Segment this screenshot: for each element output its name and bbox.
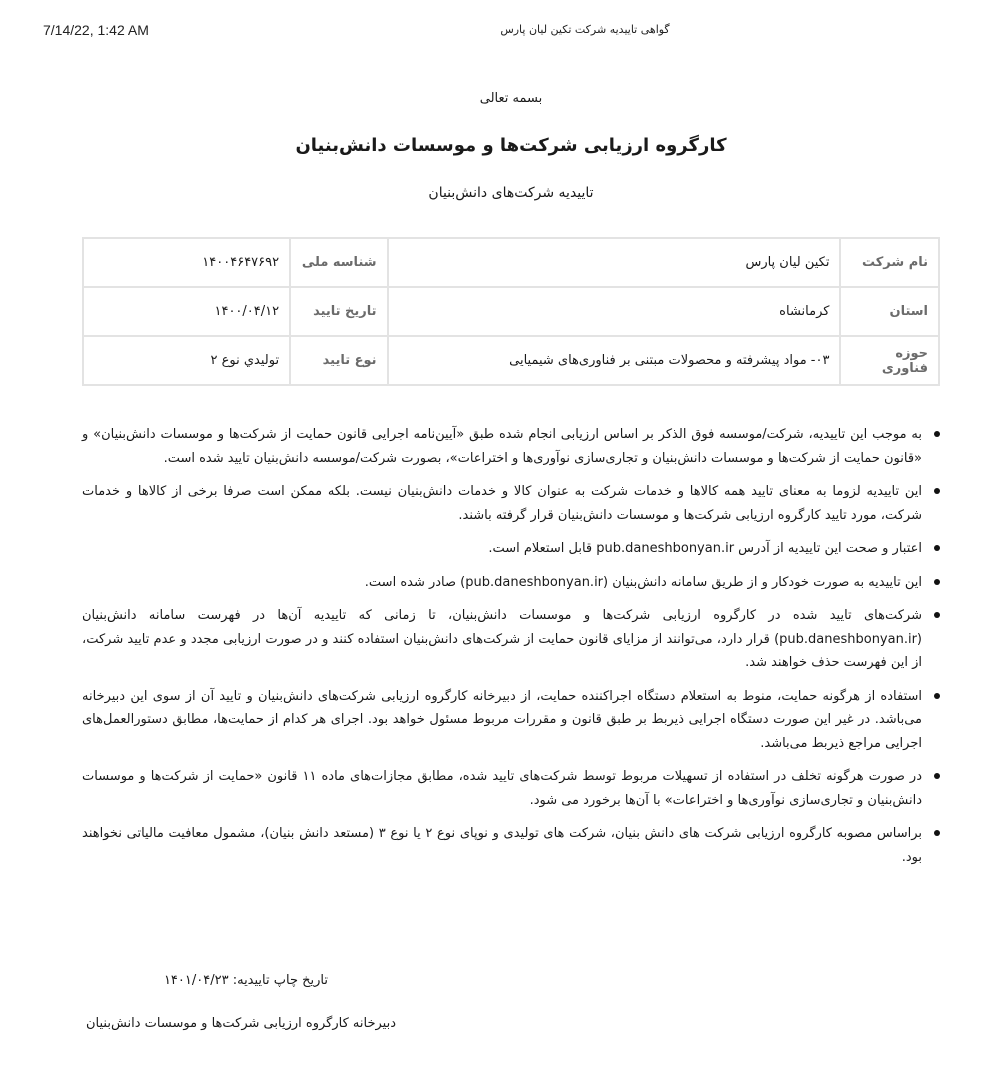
list-item: در صورت هرگونه تخلف در استفاده از تسهیلات مربوط توسط شرکت‌های تایید شده، مطابق مجازات‌های ماده ۱۱ قانون «حمایت از شرکت‌ها و موسسات دانش‌بنیان و تجاری‌سازی نوآوری‌ها و اختراعات» با آن‌ها برخورد می شود. xyxy=(82,765,940,812)
approval-type-label: نوع تایید xyxy=(290,336,387,385)
table-row xyxy=(83,336,939,385)
print-document-title: گواهی تاییدیه شرکت تکین لیان پارس xyxy=(500,23,670,36)
company-info-table xyxy=(82,237,940,386)
national-id-label: شناسه ملی xyxy=(290,238,387,287)
company-name-value: تکین لیان پارس xyxy=(388,238,841,287)
print-date-line xyxy=(128,973,328,988)
province-label: استان xyxy=(840,287,939,336)
table-row xyxy=(83,287,939,336)
print-datetime: 7/14/22, 1:42 AM xyxy=(43,22,149,38)
list-item: شرکت‌های تایید شده در کارگروه ارزیابی شرکت‌ها و موسسات دانش‌بنیان، تا زمانی که تاییدیه آن‌ها در فهرست سامانه دانش‌بنیان (pub.daneshbonyan.ir) قرار دارد، می‌توانند از مزایای قانون حمایت از شرکت‌های دانش‌بنیان استفاده کنند و در صورت ارزیابی مجدد و عدم تایید شرکت، از این فهرست حذف خواهند شد. xyxy=(82,604,940,675)
list-item: اعتبار و صحت این تاییدیه از آدرس pub.daneshbonyan.ir قابل استعلام است. xyxy=(82,537,940,561)
page-subtitle: تاییدیه شرکت‌های دانش‌بنیان xyxy=(428,185,594,201)
table-row xyxy=(83,238,939,287)
list-item: براساس مصوبه کارگروه ارزیابی شرکت های دانش بنیان، شرکت های تولیدی و نوپای نوع ۲ یا نوع ۳ (مستعد دانش بنیان)، مشمول معافیت مالیاتی نخواهند بود. xyxy=(82,822,940,869)
print-date-value: ۱۴۰۱/۰۴/۲۳ xyxy=(163,973,229,988)
secretariat-signature: دبیرخانه کارگروه ارزیابی شرکت‌ها و موسسات دانش‌بنیان xyxy=(85,1016,396,1031)
list-item: این تاییدیه به صورت خودکار و از طریق سامانه دانش‌بنیان (pub.daneshbonyan.ir) صادر شده است. xyxy=(82,571,940,595)
province-value: کرمانشاه xyxy=(388,287,841,336)
approval-type-value: توليدي نوع ۲ xyxy=(83,336,290,385)
list-item: به موجب این تاییدیه، شرکت/موسسه فوق الذکر بر اساس ارزیابی انجام شده طبق «آیین‌نامه اجرایی قانون حمایت از شرکت‌ها و موسسات دانش‌بنیان» و «قانون حمایت از شرکت‌ها و موسسات دانش‌بنیان و تجاری‌سازی نوآوری‌ها و اختراعات»، بصورت شرکت/موسسه دانش‌بنیان تایید شده است. xyxy=(82,423,940,470)
approval-date-label: تاریخ تایید xyxy=(290,287,387,336)
print-header xyxy=(0,22,1008,42)
approval-date-value: ۱۴۰۰/۰۴/۱۲ xyxy=(83,287,290,336)
company-name-label: نام شرکت xyxy=(840,238,939,287)
tech-field-value: ۰۳- مواد پیشرفته و محصولات مبتنی بر فناوری‌های شیمیایی xyxy=(388,336,841,385)
national-id-value: ۱۴۰۰۴۶۴۷۶۹۲ xyxy=(83,238,290,287)
tech-field-label: حوزه فناوری xyxy=(840,336,939,385)
page-title: کارگروه ارزیابی شرکت‌ها و موسسات دانش‌بنیان xyxy=(295,135,727,156)
terms-list xyxy=(82,423,940,879)
list-item: استفاده از هرگونه حمایت، منوط به استعلام دستگاه اجراکننده حمایت، از دبیرخانه کارگروه ارزیابی شرکت‌های دانش‌بنیان و تایید آن از سوی این دبیرخانه می‌باشد. در غیر این صورت دستگاه اجرایی ذیربط بر طبق قانون و مقررات مربوط مسئول خواهد بود. اجرای هر کدام از حمایت‌ها، مطابق دستورالعمل‌های اجرایی مراجع ذیربط می‌باشد. xyxy=(82,685,940,756)
list-item: این تاییدیه لزوما به معنای تایید همه کالاها و خدمات شرکت به عنوان کالا و خدمات دانش‌بنیان نیست. بلکه ممکن است صرفا برخی از کالاها و خدمات شرکت، مورد تایید کارگروه ارزیابی شرکت‌ها و موسسات دانش‌بنیان قرار گرفته باشند. xyxy=(82,480,940,527)
invocation-text: بسمه تعالی xyxy=(479,91,543,106)
print-date-label: تاریخ چاپ تاییدیه: xyxy=(232,973,328,988)
